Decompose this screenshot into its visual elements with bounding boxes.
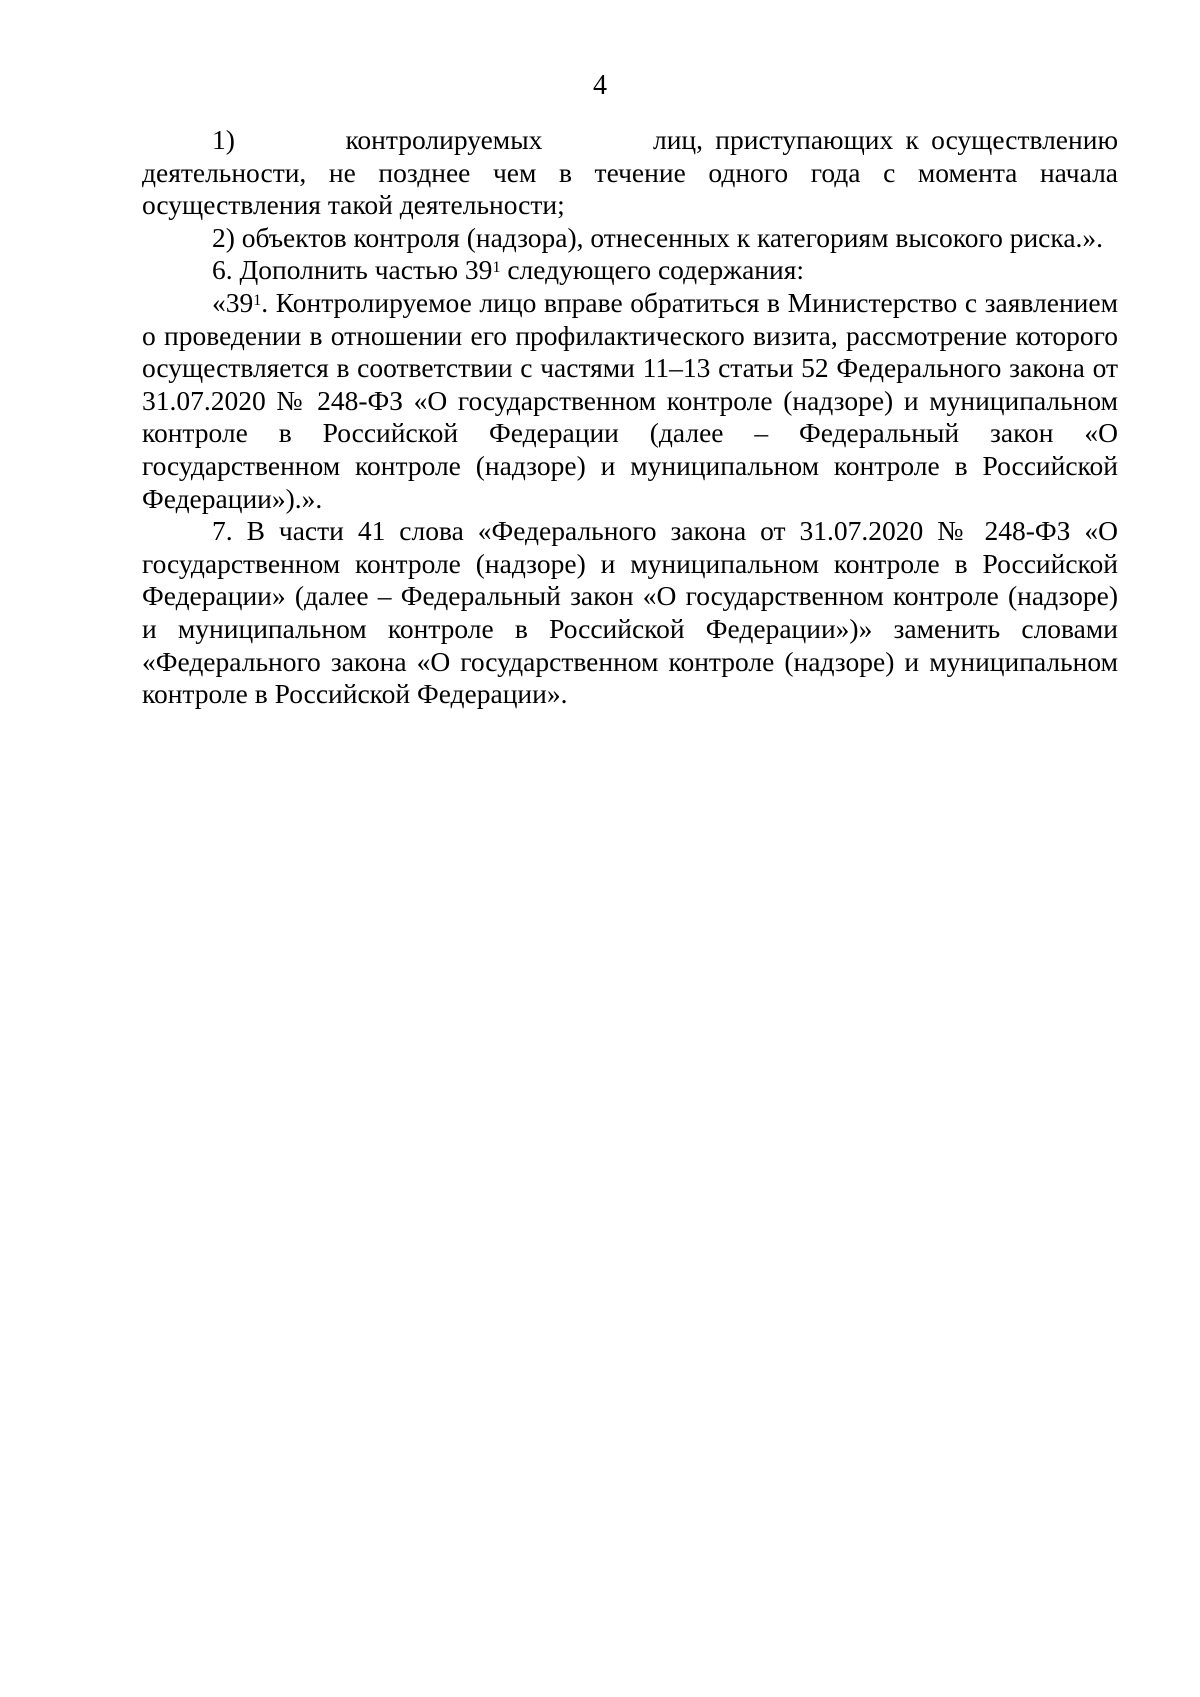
paragraph-item-1: 1) контролируемых лиц, приступающих к осуществлению деятельности, не позднее чем в течение одного года с момента начала осуществления такой деятельности; — [142, 124, 1118, 221]
paragraph-item-7: 7. В части 41 слова «Федерального закона от 31.07.2020 № 248-ФЗ «О государственном контроле (надзоре) и муниципальном контроле в Российской Федерации» (далее – Федеральный закон «О государственном контроле (надзоре) и муниципальном контроле в Российской Федерации»)» заменить словами «Федерального закона «О государственном контроле (надзоре) и муниципальном контроле в Российской Федерации». — [142, 515, 1118, 710]
superscript-marker: 1 — [492, 259, 501, 277]
paragraph-item-6-text-after: следующего содержания: — [500, 254, 805, 286]
paragraph-quote-text-before: «39 — [212, 286, 254, 318]
paragraph-item-6 — [142, 254, 1118, 287]
paragraph-item-2: 2) объектов контроля (надзора), отнесенных к категориям высокого риска.». — [212, 221, 1104, 253]
paragraph-quote-text-after: . Контролируемое лицо вправе обратиться в Министерство с заявлением о проведении в отношении его профилактического визита, рассмотрение которого осуществляется в соответствии с частями 11–13 статьи 52 Федерального закона от 31.07.2020 № 248-ФЗ «О государственном контроле (надзоре) и муниципальном контроле в Российской Федерации (далее – Федеральный закон «О государственном контроле (надзоре) и муниципальном контроле в Российской Федерации»).». — [142, 286, 1118, 514]
document-body — [142, 124, 1118, 711]
paragraph-quote-39-1 — [142, 287, 1118, 515]
paragraph-item-6-text-before: 6. Дополнить частью 39 — [212, 254, 493, 286]
page-number: 4 — [593, 70, 607, 101]
superscript-marker: 1 — [253, 291, 262, 309]
